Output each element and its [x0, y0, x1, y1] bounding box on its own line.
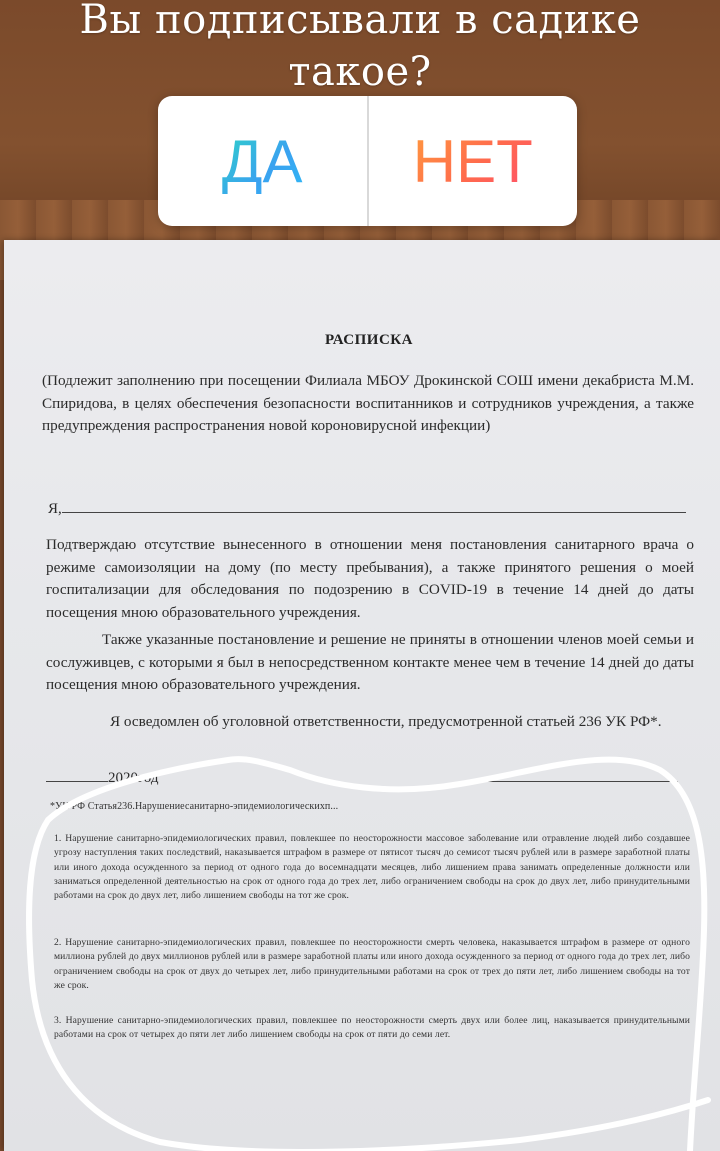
highlight-scribble-stroke	[29, 759, 708, 1151]
law-paragraph-2: 2. Нарушение санитарно-эпидемиологических правил, повлекшее по неосторожности смерть человека, наказывается штрафом в размере от одного миллиона рублей до двух миллионов рублей или в размере заработной платы или иного дохода осужденного за период от одного года до трех лет, либо ограничением свободы на срок от двух до четырех лет, либо принудительными работами на срок от трех до пяти лет, либо лишением свободы на тот же срок.	[54, 937, 690, 991]
document-informed-paragraph: Я осведомлен об уголовной ответственности, предусмотренной статьей 236 УК РФ*.	[110, 713, 662, 730]
poll-no-label: НЕТ	[412, 127, 533, 195]
law-paragraph-1: 1. Нарушение санитарно-эпидемиологических правил, повлекшее по неосторожности массовое заболевание или отравление людей либо создавшее угрозу наступления таких последствий, наказывается штрафом в размере от пятисот тысяч до семисот тысяч рублей или в размере заработной платы или иного дохода осужденного за период от одного года до восемнадцати месяцев, либо лишением права занимать определенные должности или заниматься определенной деятельностью на срок от одного года до трех лет, либо ограничением свободы на срок до двух лет, либо принудительными работами на срок до двух лет, либо лишением свободы на тот же срок.	[54, 833, 690, 902]
document-title: РАСПИСКА	[324, 332, 414, 348]
story-question-text: Вы подписывали в садике такое?	[79, 0, 641, 95]
name-prefix: Я,	[48, 501, 62, 517]
date-suffix: 2020год	[108, 770, 159, 786]
document-footnote: *УК РФ Статья236.Нарушениесанитарно-эпидемиологическихп...	[50, 801, 339, 812]
poll-yes-label: ДА	[221, 127, 303, 195]
document-confirm-paragraph: Подтверждаю отсутствие вынесенного в отношении меня постановления санитарного врача о режиме самоизоляции на дому (по месту пребывания), а также принятого решения о моей госпитализации для обследования по подозрению в COVID-19 в течение 14 дней до даты посещения мною образовательного учреждения.	[46, 536, 694, 621]
document-also-paragraph: Также указанные постановление и решение не приняты в отношении членов моей семьи и сослуживцев, с которыми я был в непосредственном контакте менее чем в течение 14 дней до даты посещения мною образовательного учреждения.	[46, 631, 694, 693]
law-paragraph-3: 3. Нарушение санитарно-эпидемиологических правил, повлекшее по неосторожности смерть двух или более лиц, наказывается принудительными работами на срок от четырех до пяти лет либо лишением свободы на срок от пяти до семи лет.	[54, 1015, 690, 1041]
document-intro: (Подлежит заполнению при посещении Филиала МБОУ Дрокинской СОШ имени декабриста М.М. Спиридова, в целях обеспечения безопасности воспитанников и сотрудников учреждения, а также предупреждения распространения новой короновирусной инфекции)	[42, 372, 694, 434]
